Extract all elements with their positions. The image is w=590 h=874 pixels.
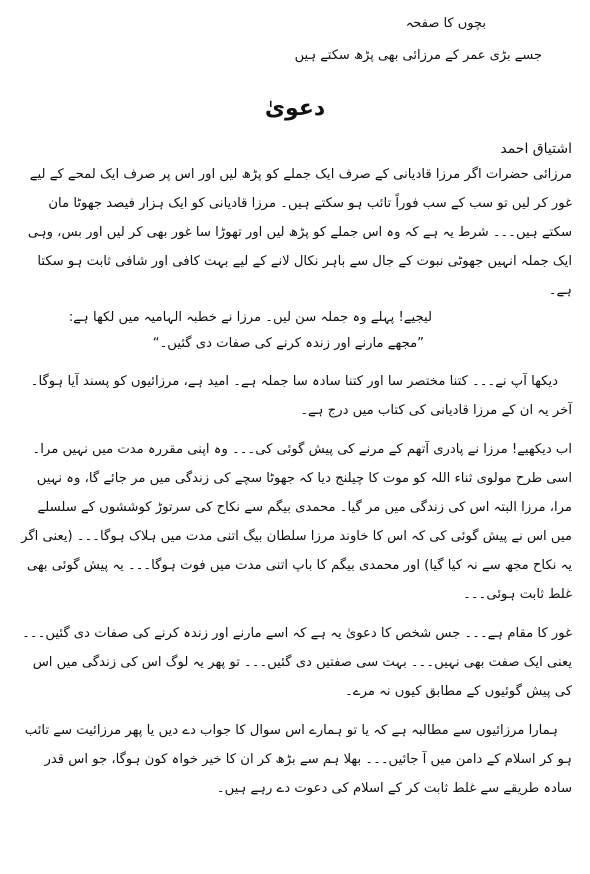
paragraph-1: مرزائی حضرات اگر مرزا قادیانی کے صرف ایک جملے کو پڑھ لیں اور اس پر صرف ایک لمحے کے لیے غور کر لیں تو سب کے سب فوراً تائب ہو سکتے ہیں۔ مرزا قادیانی کو ایک ہزار فیصد جھوٹا مان سکتے ہیں۔۔۔ شرط یہ ہے کہ وہ اس جملے کو پڑھ لیں اور تھوڑا سا غور بھی کر لیں اور بس، وہی ایک جملہ انہیں جھوٹی نبوت کے جال سے باہر نکال لانے کے لیے بہت کافی اور شافی ثابت ہو سکتا ہے۔ — [27, 167, 572, 298]
article-author: اشتیاق احمد — [500, 141, 572, 157]
paragraph-4: غور کا مقام ہے۔۔۔ جس شخص کا دعویٰ یہ ہے کہ اسے مارنے اور زندہ کرنے کی صفات دی گئیں۔۔۔ یعنی ایک صفت بھی نہیں۔۔۔ بہت سی صفتیں دی گئیں۔۔۔ تو پھر یہ لوگ اس کی زندگی میں اس کی پیش گوئیوں کے مطابق کیوں نہ مرے۔ — [22, 626, 572, 699]
quote-intro: لیجیے! پہلے وہ جملہ سن لیں۔ مرزا نے خطبہ الہامیہ میں لکھا ہے: — [68, 310, 432, 325]
section-subtitle: جسے بڑی عمر کے مرزائی بھی پڑھ سکتے ہیں — [294, 48, 542, 63]
paragraph-3: اب دیکھیے! مرزا نے پادری آتھم کے مرنے کی پیش گوئی کی۔۔۔ وہ اپنی مقررہ مدت میں نہیں مرا۔ اسی طرح مولوی ثناء اللہ کو موت کا چیلنج دیا کہ جھوٹا سچے کی زندگی میں مر جائے گا، وہ نہیں مرا، مرزا البتہ اس کی زندگی میں مر گیا۔ محمدی بیگم سے نکاح کی سرتوڑ کوششوں کے سلسلے میں اس نے پیش گوئی کی کہ اس کا خاوند مرزا سلطان بیگ اتنی مدت میں ہلاک ہوگا۔۔۔ (یعنی اگر یہ نکاح مجھ سے نہ کیا گیا) اور محمدی بیگم کا باپ اتنی مدت میں فوت ہوگا۔۔۔ یہ پیش گوئی بھی غلط ثابت ہوئی۔۔۔ — [21, 442, 572, 602]
paragraph-5: ہمارا مرزائیوں سے مطالبہ ہے کہ یا تو ہمارے اس سوال کا جواب دے دیں یا پھر مرزائیت سے تائب ہو کر اسلام کے دامن میں آ جائیں۔۔۔ بھلا ہم سے بڑھ کر ان کا خیر خواہ کون ہوگا، جو اس قدر سادہ طریقے سے غلط ثابت کر کے اسلام کی دعوت دے رہے ہیں۔ — [24, 723, 572, 796]
paragraph-2: دیکھا آپ نے۔۔۔ کتنا مختصر سا اور کتنا سادہ سا جملہ ہے۔ امید ہے، مرزائیوں کو پسند آیا ہوگا۔ آخر یہ ان کے مرزا قادیانی کی کتاب میں درج ہے۔ — [30, 374, 572, 418]
article-title: دعویٰ — [264, 96, 326, 121]
section-label: بچوں کا صفحہ — [405, 16, 486, 31]
quote-text: ”مجھے مارنے اور زندہ کرنے کی صفات دی گئیں۔“ — [152, 336, 424, 351]
